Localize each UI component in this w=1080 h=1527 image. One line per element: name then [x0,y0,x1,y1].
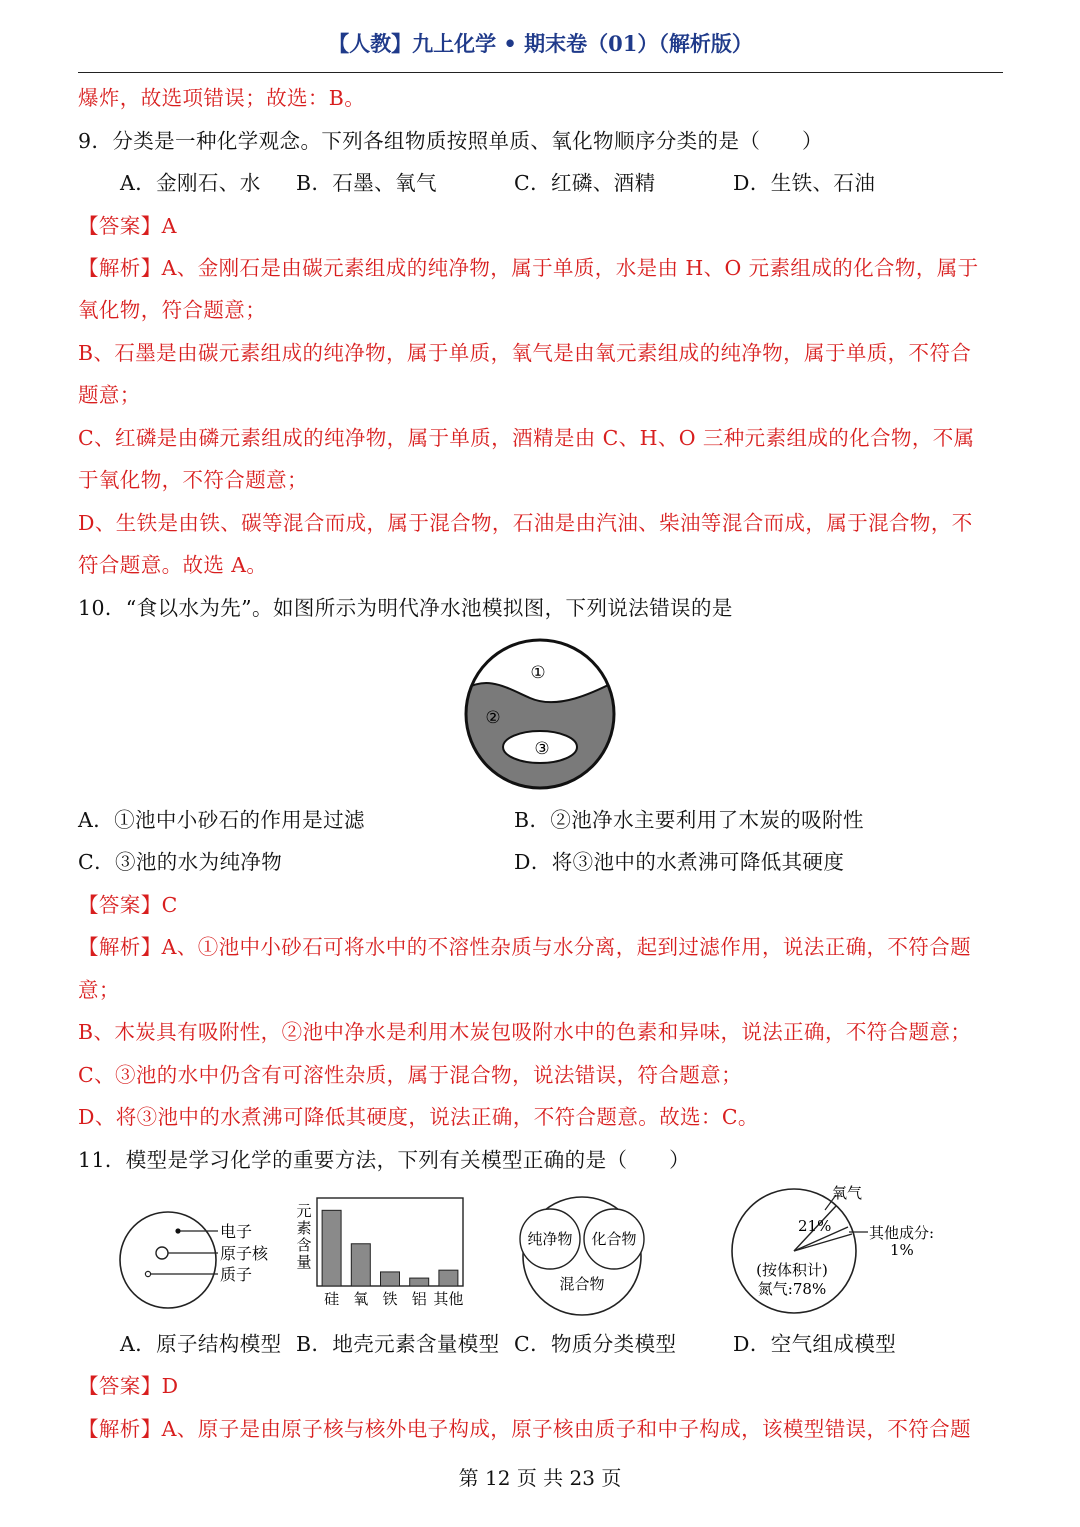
crust-bar [381,1272,400,1286]
air-label-volume: (按体积计) [756,1261,828,1279]
pool-label-1: ① [530,663,546,683]
q9-analysis-line: D、生铁是由铁、碳等混合而成，属于混合物，石油是由汽油、柴油等混合而成，属于混合物，不 [78,511,973,535]
q9-analysis-line: C、红磷是由磷元素组成的纯净物，属于单质，酒精是由 C、H、O 三种元素组成的化合物，不属 [78,426,975,450]
q9-stem: 9．分类是一种化学观念。下列各组物质按照单质、氧化物顺序分类的是（ ） [78,129,823,153]
crust-ylabel [296,1202,311,1271]
q9-option-c: C．红磷、酒精 [514,171,656,195]
q11-option-c: C．物质分类模型 [514,1332,677,1356]
classify-label-mixture: 混合物 [559,1275,605,1293]
crust-ylabel-char: 量 [296,1253,312,1271]
classify-label-pure: 纯净物 [527,1230,573,1248]
q9-option-a: A．金刚石、水 [120,171,261,195]
air-composition-pie [728,1178,958,1318]
q9-analysis-line: 【解析】A、金刚石是由碳元素组成的纯净物，属于单质，水是由 H、O 元素组成的化合物，属于 [78,256,979,280]
air-label-other-pct: 1% [890,1241,914,1259]
q9-option-d: D．生铁、石油 [733,171,876,195]
crust-ylabel-char: 含 [296,1236,312,1254]
crust-bar-label: 硅 [324,1290,340,1308]
q9-analysis-line: B、石墨是由碳元素组成的纯净物，属于单质，氧气是由氧元素组成的纯净物，属于单质，不符合 [78,341,972,365]
crust-bar-label: 氧 [353,1290,369,1308]
q9-analysis-line: 符合题意。故选 A。 [78,553,268,577]
crust-bar [322,1210,341,1286]
q9-analysis-line: 于氧化物，不符合题意； [78,468,308,492]
q9-option-b: B．石墨、氧气 [296,171,437,195]
crust-ylabel-char: 元 [296,1202,312,1220]
pool-label-2: ② [485,708,501,728]
classify-label-compound: 化合物 [591,1230,637,1248]
air-label-other: 其他成分: [869,1224,935,1242]
substance-classification-figure [512,1194,652,1318]
page-header-title: 【人教】九上化学 • 期末卷（01）（解析版） [328,31,753,56]
air-label-oxygen: 氧气 [832,1184,863,1202]
crust-bar-label: 其他 [433,1290,464,1308]
crust-bar [351,1244,370,1286]
air-label-nitrogen: 氮气:78% [757,1280,827,1298]
header-divider [78,72,1003,73]
atom-label-nucleus: 原子核 [220,1244,269,1263]
q10-analysis-line: B、木炭具有吸附性，②池中净水是利用木炭包吸附水中的色素和异味，说法正确，不符合题意； [78,1020,972,1044]
q10-answer: 【答案】C [78,893,178,917]
q9-analysis-line: 题意； [78,383,141,407]
page-number-footer: 第 12 页 共 23 页 [458,1466,622,1490]
q10-stem: 10．“食以水为先”。如图所示为明代净水池模拟图，下列说法错误的是 [78,596,733,620]
air-label-oxygen-pct: 21% [798,1217,832,1235]
atom-label-electron: 电子 [220,1222,253,1241]
prev-answer-tail: 爆炸，故选项错误；故选：B。 [78,86,366,110]
q10-analysis-line: C、③池的水中仍含有可溶性杂质，属于混合物，说法错误，符合题意； [78,1063,742,1087]
q10-analysis-line: 意； [78,978,120,1002]
q11-answer: 【答案】D [78,1374,179,1398]
q10-analysis-line: 【解析】A、①池中小砂石可将水中的不溶性杂质与水分离，起到过滤作用，说法正确，不符合题 [78,935,972,959]
crust-bar-label: 铝 [411,1290,427,1308]
crust-ylabel-char: 素 [296,1219,312,1237]
water-purification-pool-figure [462,636,618,792]
q11-option-d: D．空气组成模型 [733,1332,897,1356]
q11-analysis-line: 【解析】A、原子是由原子核与核外电子构成，原子核由质子和中子构成，该模型错误，不符合题 [78,1417,972,1441]
crust-bar [439,1270,458,1286]
pool-label-3: ③ [534,739,550,759]
crust-bar-label: 铁 [382,1290,398,1308]
atom-structure-figure [118,1210,288,1310]
crust-element-bar-chart [292,1194,474,1314]
atom-label-proton: 质子 [220,1265,253,1284]
crust-bar [410,1278,429,1286]
q9-analysis-line: 氧化物，符合题意； [78,298,267,322]
q11-stem: 11．模型是学习化学的重要方法，下列有关模型正确的是（ ） [78,1148,691,1172]
q10-option-c: C．③池的水为纯净物 [78,850,283,874]
q11-option-a: A．原子结构模型 [120,1332,282,1356]
q10-option-a: A．①池中小砂石的作用是过滤 [78,808,365,832]
q10-option-d: D．将③池中的水煮沸可降低其硬度 [514,850,845,874]
q10-analysis-line: D、将③池中的水煮沸可降低其硬度，说法正确，不符合题意。故选：C。 [78,1105,759,1129]
q11-option-b: B．地壳元素含量模型 [296,1332,500,1356]
q9-answer: 【答案】A [78,214,177,238]
q10-option-b: B．②池净水主要利用了木炭的吸附性 [514,808,864,832]
